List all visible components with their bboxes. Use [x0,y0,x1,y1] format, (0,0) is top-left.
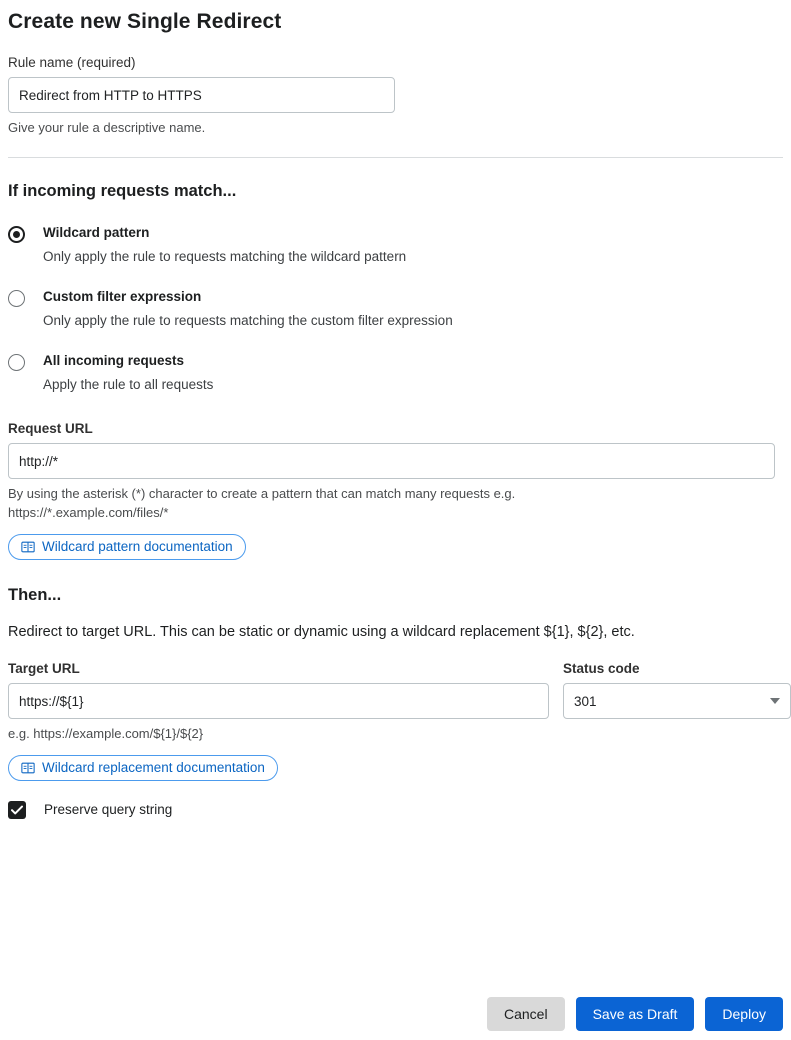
match-radio-group [8,224,783,394]
page-title: Create new Single Redirect [8,10,282,33]
target-url-group [8,660,549,719]
rule-name-help: Give your rule a descriptive name. [8,120,206,135]
radio-option-custom-filter-expression[interactable] [8,288,783,330]
book-icon [21,540,35,554]
target-url-help: e.g. https://example.com/${1}/${2} [8,726,204,741]
request-url-help: By using the asterisk (*) character to create a pattern that can match many requests e.g. https://*.example.com/files/* [8,486,516,520]
radio-icon-all-incoming-requests[interactable] [8,354,25,371]
radio-label-wildcard-pattern: Wildcard pattern [43,225,150,240]
book-icon [21,761,35,775]
radio-label-all-incoming-requests: All incoming requests [43,353,185,368]
checkbox-preserve-query-string[interactable] [8,801,26,819]
deploy-button[interactable]: Deploy [705,997,783,1031]
then-section-description: Redirect to target URL. This can be static or dynamic using a wildcard replacement ${1}, ${2}, etc. [8,624,635,640]
target-status-row [8,660,783,719]
target-url-input[interactable] [8,683,549,719]
radio-option-all-incoming-requests[interactable] [8,352,783,394]
wildcard-pattern-documentation-button[interactable] [8,534,246,560]
radio-option-wildcard-pattern[interactable] [8,224,783,266]
rule-name-input[interactable] [8,77,395,113]
then-section-heading: Then... [8,586,62,604]
wildcard-pattern-documentation-label: Wildcard pattern documentation [42,539,233,555]
status-code-label: Status code [563,661,640,676]
divider [8,157,783,158]
status-code-group [563,660,791,719]
save-as-draft-button[interactable]: Save as Draft [576,997,695,1031]
wildcard-replacement-documentation-label: Wildcard replacement documentation [42,760,265,776]
radio-icon-custom-filter-expression[interactable] [8,290,25,307]
wildcard-replacement-documentation-button[interactable] [8,755,278,781]
status-code-select[interactable] [563,683,791,719]
preserve-query-string-row[interactable] [8,801,783,819]
radio-desc-wildcard-pattern: Only apply the rule to requests matching the wildcard pattern [43,249,407,264]
target-url-label: Target URL [8,661,80,676]
form-footer [487,997,783,1031]
radio-label-custom-filter-expression: Custom filter expression [43,289,202,304]
request-url-label: Request URL [8,421,93,436]
request-url-input[interactable] [8,443,775,479]
radio-desc-all-incoming-requests: Apply the rule to all requests [43,377,214,392]
radio-icon-wildcard-pattern[interactable] [8,226,25,243]
match-section-heading: If incoming requests match... [8,182,237,200]
radio-desc-custom-filter-expression: Only apply the rule to requests matching the custom filter expression [43,313,453,328]
single-redirect-form [0,8,791,819]
rule-name-label: Rule name (required) [8,55,136,70]
preserve-query-string-label: Preserve query string [44,802,173,817]
cancel-button[interactable]: Cancel [487,997,565,1031]
